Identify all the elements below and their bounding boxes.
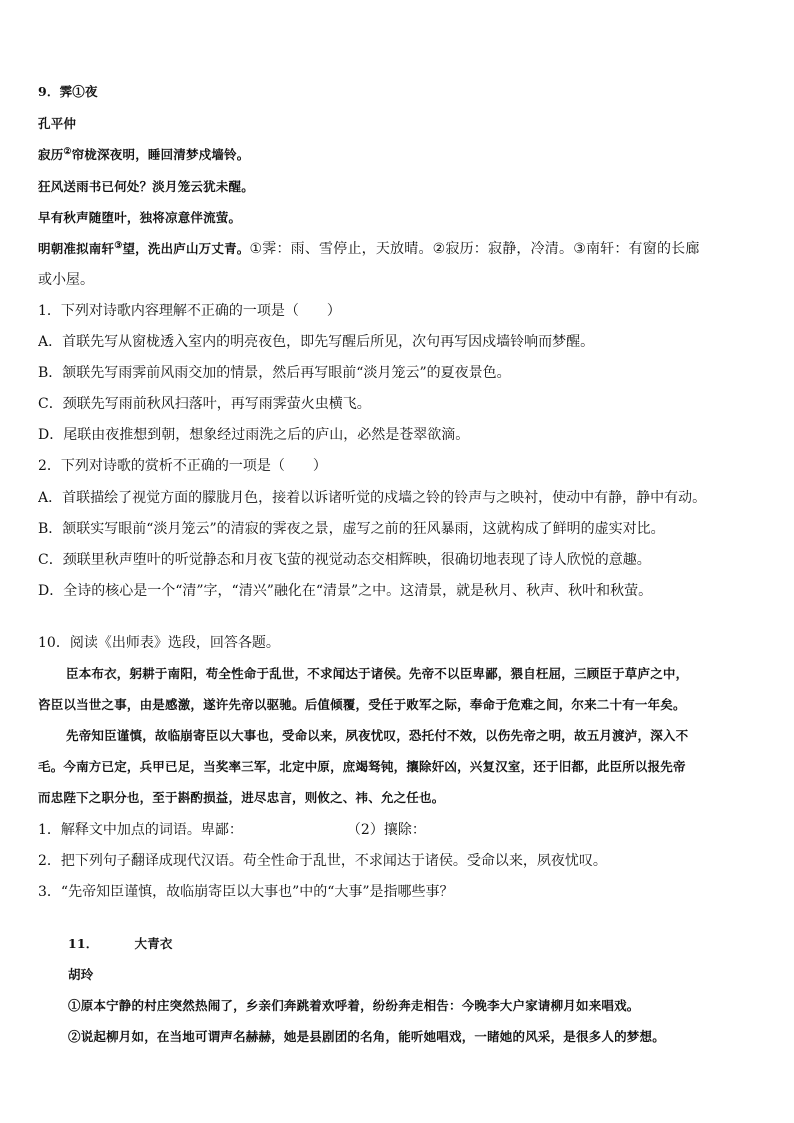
q9-sub1-stem: 1．下列对诗歌内容理解不正确的一项是（ ） (38, 303, 341, 319)
q10-title: 10．阅读《出师表》选段，回答各题。 (38, 635, 280, 651)
q9-sub1-option-a: A．首联先写从窗栊透入室内的明亮夜色，即先写醒后所见，次句再写因戍墙铃响而梦醒。 (38, 334, 595, 350)
q11-author: 胡玲 (68, 967, 94, 982)
q9-poem-line-4: 明朝准拟南轩③望，洗出庐山万丈青。①霁：雨、雪停止，天放晴。②寂历：寂静，冷清。③南轩：有窗的长廊 (38, 240, 700, 257)
q9-title: 9．霁①夜 (38, 84, 98, 99)
q9-sub1-option-b: B．颔联先写雨霁前风雨交加的情景，然后再写眼前“淡月笼云”的夏夜景色。 (38, 365, 511, 381)
q11-heading: 11． 大青衣 (68, 936, 173, 951)
q10-passage-line-2: 咨臣以当世之事，由是感激，遂许先帝以驱驰。后值倾覆，受任于败军之际，奉命于危难之间，尔来二十有一年矣。 (38, 697, 686, 712)
q11-para-1: ①原本宁静的村庄突然热闹了，乡亲们奔跳着欢呼着，纷纷奔走相告：今晚李大户家请柳月如来唱戏。 (68, 998, 640, 1013)
q9-poem-line-2: 狂风送雨书已何处？淡月笼云犹未醒。 (38, 179, 254, 194)
q9-sub2-option-c: C．颈联里秋声堕叶的听觉静态和月夜飞萤的视觉动态交相辉映，很确切地表现了诗人欣悦的意趣。 (38, 552, 651, 568)
q10-sub2: 2．把下列句子翻译成现代汉语。苟全性命于乱世，不求闻达于诸侯。受命以来，夙夜忧叹。 (38, 853, 607, 869)
q11-para-2: ②说起柳月如，在当地可谓声名赫赫，她是县剧团的名角，能听她唱戏，一睹她的风采，是很多人的梦想。 (68, 1029, 665, 1044)
q9-notes-continued: 或小屋。 (38, 272, 94, 288)
q9-sub1-option-d: D．尾联由夜推想到朝，想象经过雨洗之后的庐山，必然是苍翠欲滴。 (38, 427, 470, 443)
q9-poem-line-3: 早有秋声随堕叶，独将凉意伴流萤。 (38, 210, 242, 225)
q10-sub3: 3．“先帝知臣谨慎，故临崩寄臣以大事也”中的“大事”是指哪些事？ (38, 884, 454, 900)
q10-passage-line-1: 臣本布衣，躬耕于南阳，苟全性命于乱世，不求闻达于诸侯。先帝不以臣卑鄙，猥自枉屈，三顾臣于草庐之中， (66, 666, 689, 681)
q9-sub1-option-c: C．颈联先写雨前秋风扫落叶，再写雨霁萤火虫横飞。 (38, 396, 371, 412)
q9-sub2-option-b: B．颔联实写眼前“淡月笼云”的清寂的霁夜之景，虚写之前的狂风暴雨，这就构成了鲜明的虚实对比。 (38, 521, 665, 537)
q9-poem-line-1: 寂历②帘栊深夜明，睡回清梦戍墙铃。 (38, 146, 250, 162)
q9-sub2-option-d: D．全诗的核心是一个“清”字，“清兴”融化在“清景”之中。这清景，就是秋月、秋声、秋叶和秋萤。 (38, 583, 653, 599)
q10-passage-line-3: 先帝知臣谨慎，故临崩寄臣以大事也，受命以来，夙夜忧叹，恐托付不效，以伤先帝之明，故五月渡泸，深入不 (66, 728, 689, 743)
q10-passage-line-4: 毛。今南方已定，兵甲已足，当奖率三军，北定中原，庶竭驽钝，攘除奸凶，兴复汉室，还于旧都，此臣所以报先帝 (38, 759, 686, 774)
q9-sub2-option-a: A．首联描绘了视觉方面的朦胧月色，接着以诉诸听觉的戍墙之铃的铃声与之映衬，使动中有静，静中有动。 (38, 490, 707, 506)
q9-notes: ①霁：雨、雪停止，天放晴。②寂历：寂静，冷清。③南轩：有窗的长廊 (249, 241, 700, 257)
q9-author: 孔平仲 (38, 116, 77, 131)
q9-sub2-stem: 2．下列对诗歌的赏析不正确的一项是（ ） (38, 458, 327, 474)
q10-sub1: 1．解释文中加点的词语。卑鄙： （2）攘除： (38, 822, 426, 838)
q10-passage-line-5: 而忠陛下之职分也，至于斟酌损益，进尽忠言，则攸之、祎、允之任也。 (38, 790, 445, 805)
